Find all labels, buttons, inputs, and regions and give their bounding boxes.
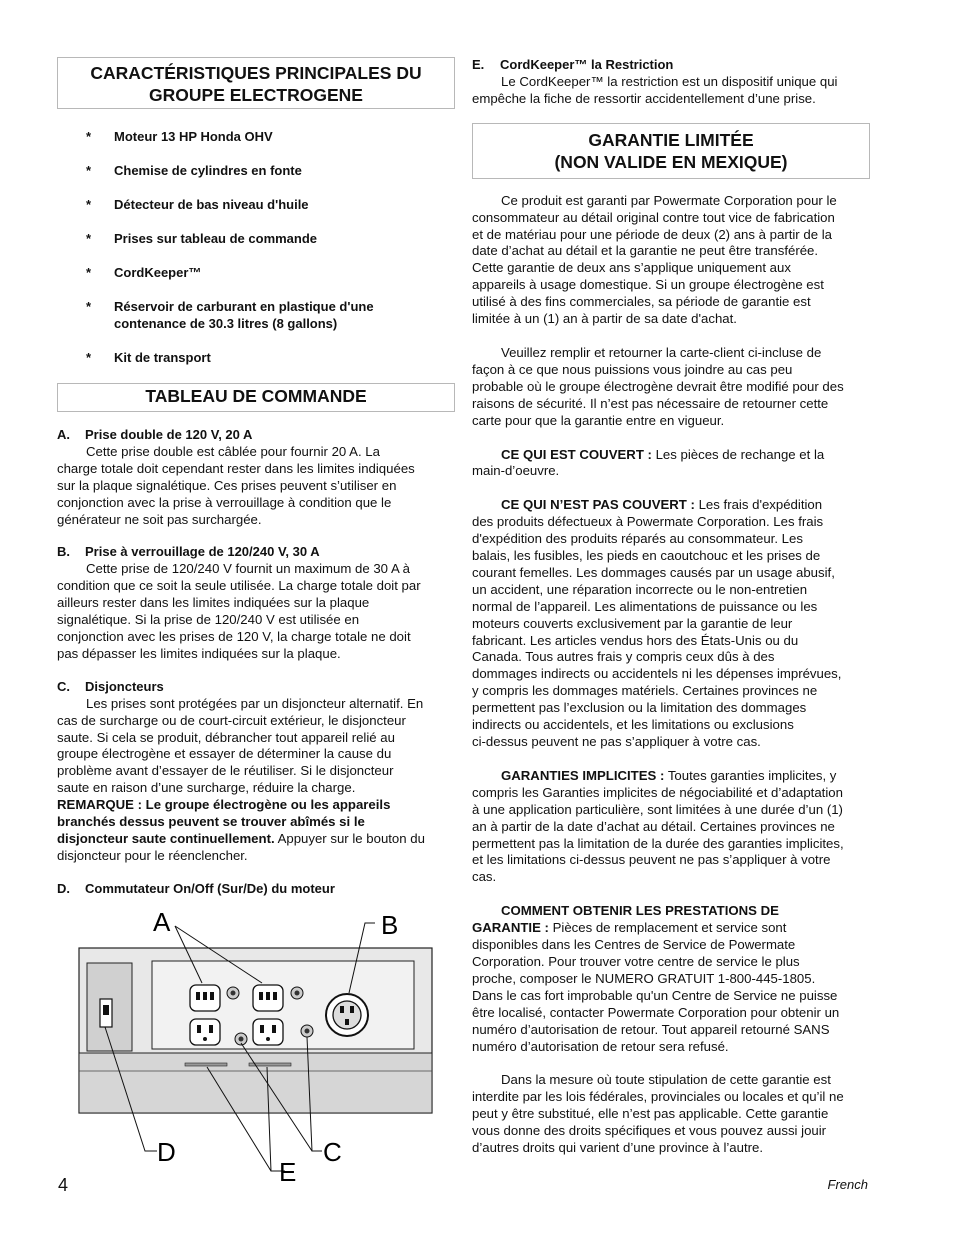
text-line: carte pour que la garantie entre en vigueur. <box>472 412 725 428</box>
warranty-last <box>472 1072 870 1157</box>
text-line: Dans le cas fort improbable qu'un Centre de Service ne puisse <box>472 987 838 1003</box>
text-line: moteurs couverts exclusivement par la garantie de leur <box>472 615 793 631</box>
section-title-text: Disjoncteurs <box>85 678 164 694</box>
text-line: dommages indirects ou accidentels ni les dépenses imprévues, <box>472 666 842 682</box>
section-letter: B. <box>57 544 70 560</box>
text-line: utilisé à des fins commerciales, sa période de garantie est <box>472 294 811 310</box>
text-line: Corporation. Pour trouver votre centre de service le plus <box>472 953 800 969</box>
diagram-label-e: E <box>279 1157 297 1183</box>
text-line: conjonction avec la prise à verrouillage à condition que le <box>57 494 392 510</box>
section-c <box>57 679 455 865</box>
switch-toggle <box>103 1005 109 1015</box>
bullet: * <box>86 129 92 144</box>
outlet-120v-4 <box>253 1019 283 1045</box>
text-line: courant femelles. Les dommages causés par un usage abusif, <box>472 564 835 580</box>
panel-heading <box>57 383 455 412</box>
circuit-breaker-icon <box>227 987 239 999</box>
bullet: * <box>86 350 92 365</box>
section-letter: A. <box>57 427 70 442</box>
note-line: disjoncteur pour le réenclencher. <box>57 847 248 863</box>
text-line: consommateur au détail original contre tout vice de fabrication <box>472 209 835 225</box>
text-line: date d’achat au détail et la garantie ne peut être transférée. <box>472 243 819 259</box>
section-a-title <box>57 427 455 444</box>
service-text: Pièces de remplacement et service sont <box>548 920 787 936</box>
text-line: Dans la mesure où toute stipulation de cette garantie est <box>501 1072 831 1088</box>
warranty-heading-line-2: (NON VALIDE EN MEXIQUE) <box>554 151 788 172</box>
text-line: Le CordKeeper™ la restriction est un dispositif unique qui <box>501 73 838 89</box>
section-title-text: Commutateur On/Off (Sur/De) du moteur <box>85 880 335 896</box>
bullet: * <box>86 299 92 314</box>
text-line: probable où le groupe électrogène devrait être modifié pour des <box>472 378 844 394</box>
text-line: Veuillez remplir et retourner la carte-client ci-incluse de <box>501 344 822 360</box>
section-a <box>57 427 455 528</box>
text-line: d’autres droits qui varient d’une province à l’autre. <box>472 1140 764 1156</box>
text-line: groupe électrogène et essayer de déterminer la cause du <box>57 746 392 762</box>
text-line: balais, les fusibles, les pieds en caoutchouc et les prises de <box>472 548 821 564</box>
section-b-title <box>57 544 455 561</box>
twist-lock-outlet <box>326 994 368 1036</box>
text-line: conjonction avec les prises de 120 V, la charge totale ne doit <box>57 628 411 644</box>
warranty-service <box>472 903 870 1055</box>
section-title-text: CordKeeper™ la Restriction <box>500 57 674 72</box>
text-line: indirects ou accidentels, et les limitations ou exclusions <box>472 717 794 733</box>
covered-text: Les pièces de rechange et la <box>651 446 825 462</box>
covered-label: CE QUI EST COUVERT : <box>501 446 652 462</box>
section-d <box>57 881 455 898</box>
text-line: cas. <box>472 869 497 885</box>
diagram-label-d: D <box>157 1137 176 1167</box>
note-line: REMARQUE : Le groupe électrogène ou les appareils <box>57 797 391 813</box>
text-line: Cette prise de 120/240 V fournit un maximum de 30 A à <box>86 561 411 577</box>
not-covered-label: CE QUI N’EST PAS COUVERT : <box>501 497 695 513</box>
warranty-p1 <box>472 193 870 328</box>
circuit-breaker-icon <box>291 987 303 999</box>
outlet-120v-3 <box>190 1019 220 1045</box>
bullet: * <box>86 231 92 246</box>
text-line: problème avant d’essayer de le réutiliser. Si le disjoncteur <box>57 763 394 779</box>
circuit-breaker-icon <box>301 1025 313 1037</box>
right-column <box>472 57 870 1157</box>
page-number: 4 <box>58 1175 69 1195</box>
text-line: cas de surcharge ou de court-circuit extérieur, le disjoncteur <box>57 712 406 728</box>
text-line: permettent pas la limitation de la durée des garanties implicites, <box>472 835 844 851</box>
text-line: numéro d’autorisation de retour. Tout appareil retourné SANS <box>472 1021 830 1037</box>
implied-label: GARANTIES IMPLICITES : <box>501 767 665 783</box>
language-label: French <box>827 1177 868 1192</box>
service-label: COMMENT OBTENIR LES PRESTATIONS DE <box>501 903 779 919</box>
text-line: raisons de sécurité. Il n’est pas nécessaire de retourner cette <box>472 395 829 411</box>
feature-item <box>57 128 455 145</box>
diagram-label-c: C <box>323 1137 342 1167</box>
note-bold: disjoncteur saute continuellement. <box>57 830 275 846</box>
feature-text: Détecteur de bas niveau d'huile <box>114 197 309 212</box>
outlet-120v-1 <box>190 985 220 1011</box>
feature-item <box>57 230 455 247</box>
text-line <box>472 447 870 464</box>
warranty-heading <box>472 123 870 179</box>
feature-item <box>57 264 455 281</box>
text-line: ailleurs rester dans les limites indiquées sur la plaque <box>57 595 370 611</box>
feature-item <box>57 298 455 332</box>
text-line: fabricant. Les articles vendus hors des États-Unis ou du <box>472 632 799 648</box>
control-panel-diagram <box>57 903 457 1183</box>
text-line: saute. Si cela se produit, débrancher tout appareil relié au <box>57 729 395 745</box>
text-line: saute en raison d’une surcharge, réduire la charge. <box>57 780 356 796</box>
text-line: être localisé, contacter Powermate Corporation pour obtenir un <box>472 1004 840 1020</box>
cordkeeper <box>185 1063 227 1066</box>
feature-text: Prises sur tableau de commande <box>114 231 318 246</box>
feature-text: Chemise de cylindres en fonte <box>114 163 302 178</box>
text-line: Cette prise double est câblée pour fournir 20 A. La <box>86 443 380 459</box>
text-line: main-d’oeuvre. <box>472 463 560 479</box>
warranty-covered <box>472 447 870 481</box>
text-line: limitée à un (1) an à partir de sa date d'achat. <box>472 311 737 327</box>
text-line: compris les Garanties implicites de négociabilité et d’adaptation <box>472 784 843 800</box>
note-rest: Appuyer sur le bouton du <box>274 830 425 846</box>
text-line: ci-dessus peuvent ne pas s’appliquer à votre cas. <box>472 734 761 749</box>
text-line: charge totale doit cependant rester dans les limites indiquées <box>57 460 415 476</box>
section-letter: D. <box>57 880 70 896</box>
text-line: Les prises sont protégées par un disjoncteur alternatif. En <box>86 695 424 711</box>
note-line: branchés dessus peuvent se trouver abîmés si le <box>57 814 365 830</box>
text-line: empêche la fiche de ressortir accidentellement d’une prise. <box>472 90 816 106</box>
diagram-label-a: A <box>153 907 171 937</box>
not-covered-text: Les frais d'expédition <box>694 497 823 513</box>
text-line: vous donne des droits spécifiques et vous pouvez aussi jouir <box>472 1123 827 1139</box>
left-column <box>57 57 455 898</box>
text-line: permettent pas l’exclusion ou la limitation des dommages <box>472 700 807 716</box>
text-line: générateur ne soit pas surchargée. <box>57 511 262 527</box>
text-line: Canada. Tous autres frais y compris ceux dûs à des <box>472 649 775 665</box>
section-title-text: Prise double de 120 V, 20 A <box>85 427 253 442</box>
section-title-text: Prise à verrouillage de 120/240 V, 30 A <box>85 544 320 560</box>
text-line: signalétique. Si la prise de 120/240 V est utilisée en <box>57 612 360 628</box>
text-line: interdite par les lois fédérales, provinciales ou locales et qu’il ne <box>472 1089 844 1105</box>
text-line: Cette garantie de deux ans s’applique uniquement aux <box>472 260 791 276</box>
feature-text: contenance de 30.3 litres (8 gallons) <box>114 316 338 331</box>
diagram-label-b: B <box>381 910 399 940</box>
panel-heading-text: TABLEAU DE COMMANDE <box>145 386 367 406</box>
features-heading-line-2: GROUPE ELECTROGENE <box>149 85 363 105</box>
note-line <box>57 831 455 848</box>
section-e <box>472 57 870 108</box>
text-line: condition que ce soit la seule utilisée. La charge totale doit par <box>57 578 421 594</box>
section-c-title <box>57 679 455 696</box>
text-line: disponibles dans les Centres de Service de Powermate <box>472 937 796 953</box>
text-line: à une application particulière, sont limitées à une durée d’un (1) <box>472 801 843 817</box>
feature-item <box>57 349 455 366</box>
text-line <box>472 920 870 937</box>
bullet: * <box>86 197 92 212</box>
service-label-2: GARANTIE : <box>472 920 549 936</box>
section-letter: E. <box>472 57 485 72</box>
warranty-not-covered <box>472 497 870 751</box>
bullet: * <box>86 265 92 280</box>
text-line: Ce produit est garanti par Powermate Corporation pour le <box>501 192 837 208</box>
text-line: un accident, une réparation incorrecte ou le non-entretien <box>472 581 808 597</box>
text-line: normal de l’appareil. Les alimentations de puissance ou les <box>472 598 818 614</box>
feature-item <box>57 196 455 213</box>
text-line: appareils à usage domestique. Si un groupe électrogène est <box>472 277 824 293</box>
features-heading <box>57 57 455 109</box>
features-list <box>57 128 455 366</box>
section-e-title <box>472 57 870 74</box>
text-line: sur la plaque signalétique. Ces prises peuvent s’utiliser en <box>57 477 397 493</box>
feature-text: CordKeeper™ <box>114 265 202 280</box>
text-line: et de matériau pour une période de deux (2) ans à partir de la <box>472 226 832 242</box>
warranty-p2 <box>472 345 870 430</box>
implied-text: Toutes garanties implicites, y <box>664 767 837 783</box>
feature-text: Moteur 13 HP Honda OHV <box>114 129 273 144</box>
section-b <box>57 544 455 662</box>
feature-text: Réservoir de carburant en plastique d'une <box>114 299 374 314</box>
feature-text: Kit de transport <box>114 350 211 365</box>
text-line: d'expédition des produits réparés au consommateur. Les <box>472 531 803 547</box>
text-line: an à partir de la date d’achat au détail. Certaines provinces ne <box>472 818 835 834</box>
feature-item <box>57 162 455 179</box>
text-line <box>472 497 870 514</box>
text-line <box>472 768 870 785</box>
text-line: numéro d’autorisation de retour sera refusé. <box>472 1038 729 1054</box>
text-line: et les limitations ci-dessus peuvent ne pas s’appliquer à votre <box>472 852 831 868</box>
bullet: * <box>86 163 92 178</box>
text-line: peut y être substitué, elle n’est pas applicable. Cette garantie <box>472 1106 829 1122</box>
outlet-120v-2 <box>253 985 283 1011</box>
panel-lower <box>79 1053 432 1113</box>
section-letter: C. <box>57 678 70 694</box>
text-line: des produits défectueux à Powermate Corporation. Les frais <box>472 514 824 530</box>
text-line: façon à ce que nous puissions vous joindre au cas peu <box>472 361 793 377</box>
warranty-implied <box>472 768 870 886</box>
text-line: pas dépasser les limites indiquées sur la plaque. <box>57 645 341 661</box>
text-line: proche, composer le NUMERO GRATUIT 1-800-445-1805. <box>472 970 816 986</box>
text-line: y compris les dommages matériels. Certaines provinces ne <box>472 683 818 699</box>
features-heading-line-1: CARACTÉRISTIQUES PRINCIPALES DU <box>90 63 422 83</box>
section-d-title <box>57 881 455 898</box>
warranty-heading-line-1: GARANTIE LIMITÉE <box>588 129 754 150</box>
